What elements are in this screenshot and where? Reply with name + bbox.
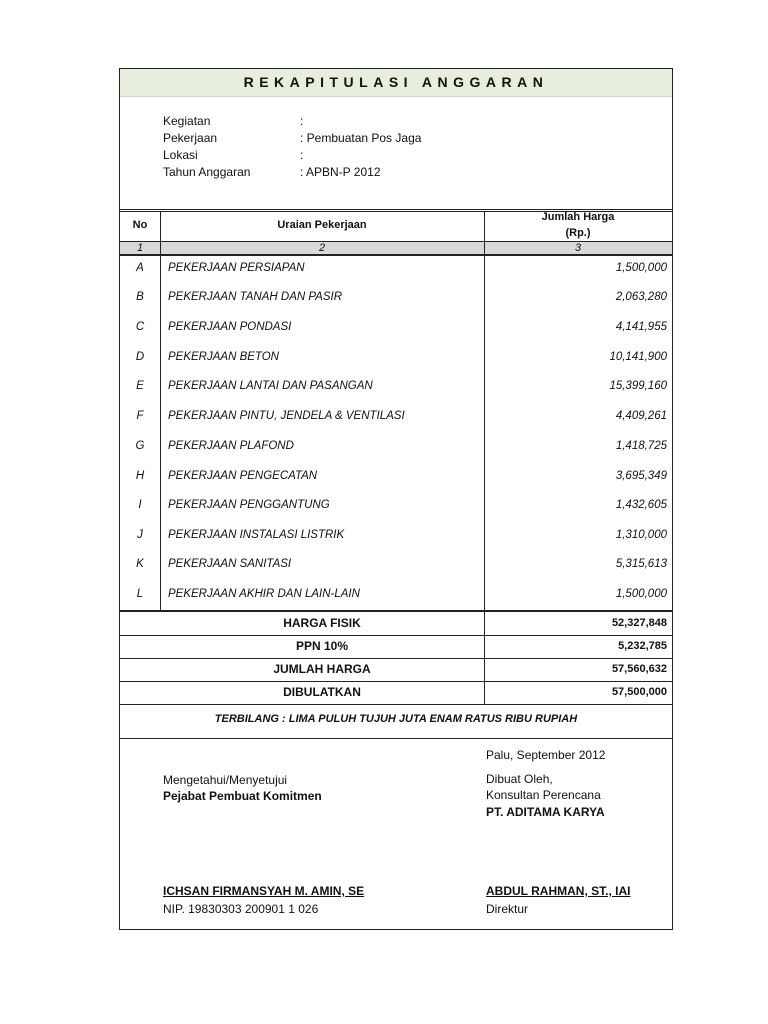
summary-harga-fisik [120, 612, 672, 634]
summary-amount: 57,500,000 [611, 686, 667, 698]
row-no: G [135, 440, 145, 452]
info-label: Tahun Anggaran [163, 165, 251, 179]
info-row-kegiatan [163, 113, 463, 130]
approver-name: ICHSAN FIRMANSYAH M. AMIN, SE [163, 884, 365, 898]
info-value: : APBN-P 2012 [300, 165, 381, 179]
column-index-2: 2 [318, 242, 326, 254]
row-desc: PEKERJAAN PERSIAPAN [168, 262, 305, 274]
row-amount: 15,399,160 [609, 380, 667, 392]
info-row-pekerjaan [163, 130, 463, 147]
row-no: H [135, 470, 145, 482]
row-amount: 4,409,261 [615, 410, 667, 422]
row-amount: 1,500,000 [615, 588, 667, 600]
row-no: K [136, 558, 144, 570]
info-value: : [300, 114, 304, 128]
table-row [120, 255, 672, 284]
row-amount: 1,500,000 [615, 262, 667, 274]
summary-ppn [120, 635, 672, 657]
row-no: I [138, 499, 142, 511]
info-label: Pekerjaan [163, 131, 218, 145]
header-jumlah-unit: (Rp.) [565, 227, 591, 239]
summary-bottom-border [120, 704, 672, 705]
summary-label: JUMLAH HARGA [273, 662, 371, 676]
info-label: Lokasi [163, 148, 198, 162]
project-info [163, 113, 463, 181]
table-row [120, 463, 672, 492]
row-amount: 1,432,605 [615, 499, 667, 511]
summary-dibulatkan [120, 681, 672, 703]
row-desc: PEKERJAAN PLAFOND [168, 440, 294, 452]
preparer-name: ABDUL RAHMAN, ST., IAI [486, 884, 631, 898]
summary-label: DIBULATKAN [283, 685, 361, 699]
row-no: A [136, 262, 144, 274]
summary-amount: 52,327,848 [611, 617, 667, 629]
summary-label: HARGA FISIK [283, 616, 361, 630]
info-row-tahun-anggaran [163, 164, 463, 181]
table-row [120, 373, 672, 402]
row-amount: 10,141,900 [609, 351, 667, 363]
row-no: L [136, 588, 144, 600]
info-label: Kegiatan [163, 114, 211, 128]
row-desc: PEKERJAAN INSTALASI LISTRIK [168, 529, 345, 541]
row-no: F [136, 410, 144, 422]
terbilang-bottom-border [120, 738, 672, 739]
info-row-lokasi [163, 147, 463, 164]
table-top-border [120, 209, 672, 210]
table-row [120, 581, 672, 610]
info-value: : Pembuatan Pos Jaga [300, 131, 422, 145]
row-desc: PEKERJAAN AKHIR DAN LAIN-LAIN [168, 588, 360, 600]
row-desc: PEKERJAAN LANTAI DAN PASANGAN [168, 380, 373, 392]
budget-recap-document [119, 68, 673, 930]
row-amount: 2,063,280 [615, 291, 667, 303]
table-row [120, 492, 672, 521]
column-index-1: 1 [136, 242, 144, 254]
row-no: D [135, 351, 145, 363]
row-desc: PEKERJAAN PENGECATAN [168, 470, 318, 482]
approver-nip: NIP. 19830303 200901 1 026 [163, 902, 319, 916]
preparer-title: Direktur [486, 902, 529, 916]
header-jumlah-harga: Jumlah Harga [541, 211, 615, 223]
table-row [120, 522, 672, 551]
preparer-role: Konsultan Perencana [486, 788, 601, 802]
preparer-line1: Dibuat Oleh, [486, 772, 553, 786]
row-desc: PEKERJAAN BETON [168, 351, 279, 363]
header-no: No [132, 219, 148, 231]
table-row [120, 314, 672, 343]
header-uraian: Uraian Pekerjaan [277, 219, 367, 231]
summary-jumlah-harga [120, 658, 672, 680]
summary-amount: 57,560,632 [611, 663, 667, 675]
table-row [120, 344, 672, 373]
table-row [120, 403, 672, 432]
row-amount: 5,315,613 [615, 558, 667, 570]
row-no: B [136, 291, 144, 303]
info-value: : [300, 148, 304, 162]
row-amount: 4,141,955 [615, 321, 667, 333]
document-title: REKAPITULASI ANGGARAN [120, 69, 672, 97]
summary-amount: 5,232,785 [618, 640, 667, 652]
table-row [120, 433, 672, 462]
place-date: Palu, September 2012 [486, 748, 606, 762]
row-amount: 1,310,000 [615, 529, 667, 541]
row-desc: PEKERJAAN SANITASI [168, 558, 292, 570]
table-row [120, 551, 672, 580]
row-no: C [135, 321, 145, 333]
approver-line1: Mengetahui/Menyetujui [163, 773, 288, 787]
amount-in-words: TERBILANG : LIMA PULUH TUJUH JUTA ENAM RATUS RIBU RUPIAH [214, 713, 578, 725]
approver-role: Pejabat Pembuat Komitmen [163, 789, 322, 803]
row-desc: PEKERJAAN PINTU, JENDELA & VENTILASI [168, 410, 405, 422]
summary-label: PPN 10% [295, 639, 349, 653]
column-index-3: 3 [574, 242, 582, 254]
row-desc: PEKERJAAN PONDASI [168, 321, 292, 333]
row-desc: PEKERJAAN TANAH DAN PASIR [168, 291, 343, 303]
row-amount: 3,695,349 [615, 470, 667, 482]
table-row [120, 284, 672, 313]
row-desc: PEKERJAAN PENGGANTUNG [168, 499, 330, 511]
row-no: E [136, 380, 144, 392]
row-amount: 1,418,725 [615, 440, 667, 452]
row-no: J [137, 529, 143, 541]
preparer-company: PT. ADITAMA KARYA [486, 805, 605, 819]
